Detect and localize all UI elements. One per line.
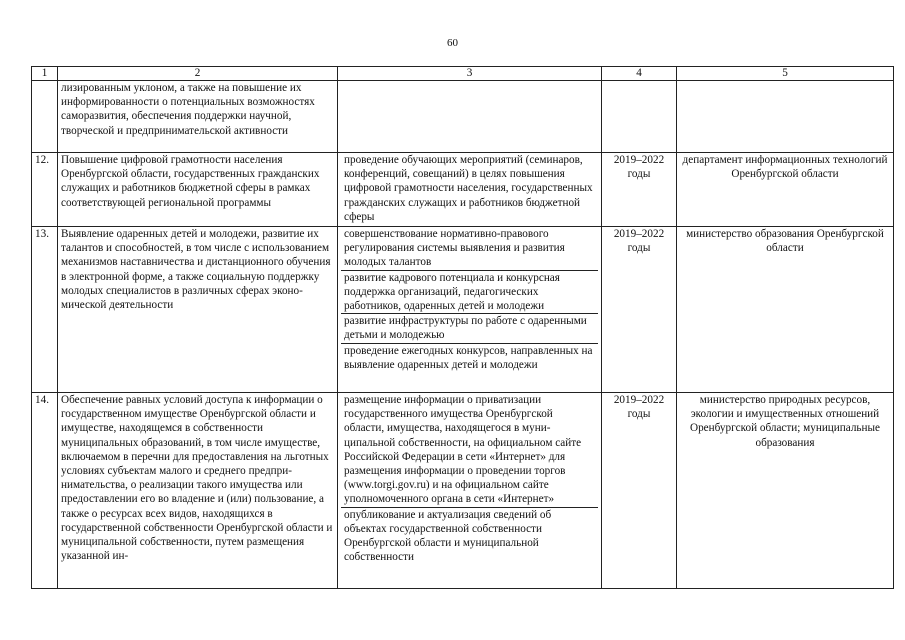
row-number: 13. (32, 227, 58, 393)
period-cell: 2019–2022 годы (602, 153, 677, 227)
table-row (32, 393, 894, 589)
action-item: развитие кадрового потенциала и конкурсная поддержка организаций, педагогических работников, одаренных детей и молодежи (341, 270, 598, 314)
table-row (32, 153, 894, 227)
period-cell: 2019–2022 годы (602, 393, 677, 589)
table-header-row (32, 67, 894, 81)
column-header: 2 (58, 67, 338, 81)
row-number: 14. (32, 393, 58, 589)
executor-cell: министерство природных ресурсов, экологии и имущественных отношений Оренбургской области; муниципальные образования (677, 393, 894, 589)
column-header: 4 (602, 67, 677, 81)
executor-cell: департамент информационных технологий Оренбургской области (677, 153, 894, 227)
actions-cell (338, 393, 602, 589)
row-number: 12. (32, 153, 58, 227)
table-row (32, 81, 894, 153)
action-item: проведение ежегодных конкурсов, направленных на выявление одаренных детей и молодежи (341, 343, 598, 372)
task-cell: лизированным уклоном, а также на повышение их информированности о потенциальных возможностях саморазвития, обеспечения поддержки научной, творческой и предпринимательской активности (58, 81, 338, 153)
action-item: проведение обучающих мероприятий (семинаров, конференций, совещаний) в целях повышения цифровой грамотности населения, государственных гражданских служащих и работников бюджетной сферы (344, 154, 593, 223)
action-item: опубликование и актуализация сведений об объектах государственной собственности Оренбургской области и муниципальной собственности (341, 507, 598, 565)
measures-table (31, 66, 894, 589)
column-header: 1 (32, 67, 58, 81)
period-cell: 2019–2022 годы (602, 227, 677, 393)
column-header: 3 (338, 67, 602, 81)
period-cell (602, 81, 677, 153)
action-item: развитие инфраструктуры по работе с одаренными детьми и молодежью (341, 313, 598, 342)
column-header: 5 (677, 67, 894, 81)
actions-cell (338, 227, 602, 393)
actions-cell (338, 153, 602, 227)
action-item: совершенствование нормативно-правового регулирования системы выявления и развития молодых талантов (344, 228, 565, 269)
task-cell: Повышение цифровой грамотности населения Оренбургской области, государственных гражданских служащих и работников бюджетной сферы в рамках соответствующей региональной программы (58, 153, 338, 227)
executor-cell (677, 81, 894, 153)
table-row (32, 227, 894, 393)
action-item: размещение информации о приватизации государственного имущества Оренбургской области, имущества, находящегося в муниципальной собственности, на официальном сайте Российской Федерации в сети «Интернет» для размещения информации о проведении торгов (www.torgi.gov.ru) и на официальном сайте уполномоченного органа в сети «Интернет» (344, 394, 582, 506)
row-number (32, 81, 58, 153)
actions-cell (338, 81, 602, 153)
task-cell: Выявление одаренных детей и молодежи, развитие их талантов и способностей, в том числе с использованием механизмов наставничества и дистанционного обучения в электронной форме, а также социальную поддержку молодых специалистов в различных сферах экономической деятельности (58, 227, 338, 393)
task-cell: Обеспечение равных условий доступа к информации о государственном имуществе Оренбургской области и имуществе, находящемся в собственности муниципальных образований, в том числе имуществе, включаемом в перечни для предоставления на льготных условиях субъектам малого и среднего предпринимательства, о реализации такого имущества или предоставлении его во владение и (или) пользование, а также о ресурсах всех видов, находящихся в государственной собственности Оренбургской области и муниципальной собственности, путем размещения указанной ин- (58, 393, 338, 589)
executor-cell: министерство образования Оренбургской области (677, 227, 894, 393)
page-number: 60 (447, 37, 458, 49)
